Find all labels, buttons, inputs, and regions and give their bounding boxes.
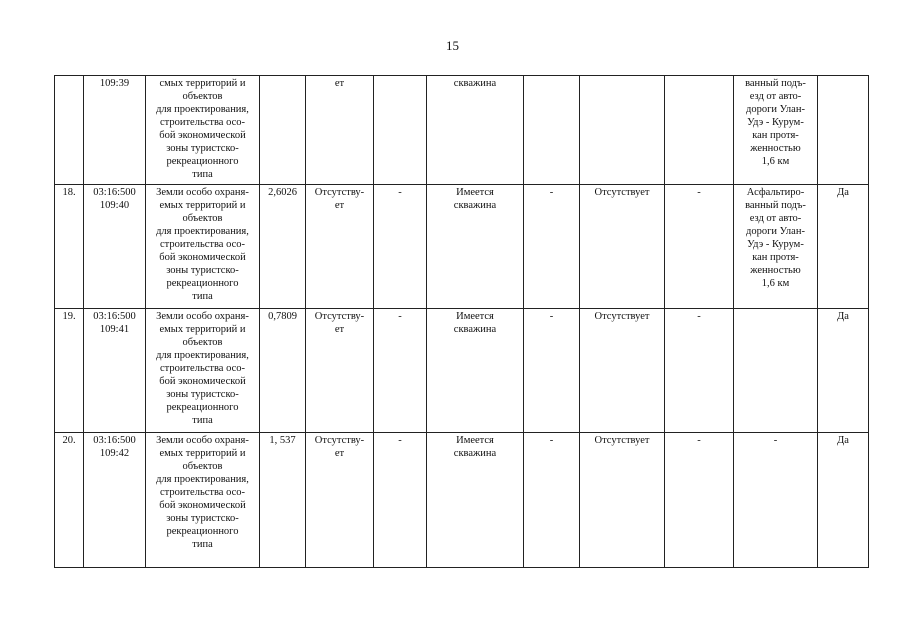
cell-line: зоны туристско- [166,389,239,400]
cell-line: кан протя- [752,130,799,141]
column-7-cell [524,309,580,433]
cell-line: скважина [453,448,497,459]
cell-line: строительства осо- [159,117,246,128]
cell-line: Отсутству- [314,311,365,322]
row-number-cell [55,76,84,185]
cadastral-number-cell [84,309,146,433]
cell-line: 03:16:500 [93,311,136,322]
flag-cell [818,185,869,309]
cell-line: езд от авто- [749,91,802,102]
cell-line: бой экономической [159,252,246,263]
cell-line: типа [192,291,213,302]
land-category-cell [146,433,260,568]
cell-line: Земли особо охраня- [156,435,249,446]
road-access-cell [734,433,818,568]
cell-line: - [398,435,402,446]
table-row [55,433,869,568]
cadastral-number-cell [84,433,146,568]
cell-line: Отсутству- [314,187,365,198]
cell-line: 1, 537 [269,435,296,446]
column-9-cell [665,433,734,568]
column-9-cell [665,185,734,309]
cell-line: Отсутствует [594,435,650,446]
cell-line: 109:40 [99,200,130,211]
electricity-cell [306,185,374,309]
flag-cell [818,433,869,568]
cell-line: емых территорий и [159,200,246,211]
cadastral-number-cell [84,76,146,185]
cell-line: ет [334,324,345,335]
cell-line: объектов [182,337,223,348]
cell-line: 03:16:500 [93,435,136,446]
cell-line: бой экономической [159,500,246,511]
cell-line: кан протя- [752,252,799,263]
cell-line: скважина [453,324,497,335]
cell-line: - [398,187,402,198]
cell-line: для проектирования, [156,104,249,115]
cell-line: - [398,311,402,322]
cell-line: дороги Улан- [746,226,805,237]
road-access-cell [734,309,818,433]
cell-line: дороги Улан- [746,104,805,115]
area-cell [260,309,306,433]
column-5-cell [374,433,427,568]
cell-line: для проектирования, [156,474,249,485]
cell-line: Да [837,435,849,446]
water-supply-cell [427,433,524,568]
cell-line: типа [192,415,213,426]
cell-line: ет [334,448,345,459]
column-5-cell [374,76,427,185]
area-cell [260,433,306,568]
column-9-cell [665,309,734,433]
cell-line: для проектирования, [156,226,249,237]
cell-line: Земли особо охраня- [156,187,249,198]
electricity-cell [306,309,374,433]
cell-line: Земли особо охраня- [156,311,249,322]
row-number-cell [55,309,84,433]
flag-cell [818,76,869,185]
column-5-cell [374,309,427,433]
area-cell [260,185,306,309]
gas-supply-cell [580,433,665,568]
table-row [55,185,869,309]
cell-line: зоны туристско- [166,513,239,524]
cell-line: Удэ - Курум- [747,239,804,250]
page-number: 15 [446,38,459,53]
cell-line: Имеется [456,311,494,322]
cell-line: - [549,311,554,322]
cell-line: 1,6 км [761,156,790,167]
cell-line: Асфальтиро- [746,187,805,198]
cell-line: Имеется [456,187,494,198]
road-access-cell [734,185,818,309]
cell-line: - [549,435,554,446]
cell-line: - [697,311,701,322]
electricity-cell [306,433,374,568]
cell-line: Да [837,187,849,198]
gas-supply-cell [580,309,665,433]
cell-line: - [697,435,701,446]
cell-line: - [549,187,554,198]
cell-line: рекреационного [166,278,239,289]
cadastral-number-cell [84,185,146,309]
cell-line: 109:42 [99,448,130,459]
cell-line: 1,6 км [761,278,790,289]
cell-line: типа [192,169,213,180]
cell-line: объектов [182,213,223,224]
cell-line: бой экономической [159,376,246,387]
cell-line: 109:41 [99,324,130,335]
cell-line: рекреационного [166,156,239,167]
land-category-cell [146,309,260,433]
cell-line: для проектирования, [156,350,249,361]
cell-line: ванный подъ- [745,200,806,211]
cell-line: 19. [62,311,76,322]
cell-line: строительства осо- [159,487,246,498]
cell-line: Удэ - Курум- [747,117,804,128]
flag-cell [818,309,869,433]
column-9-cell [665,76,734,185]
cell-line: рекреационного [166,402,239,413]
cell-line: 20. [62,435,76,446]
cell-line: емых территорий и [159,448,246,459]
cell-line: ет [334,200,345,211]
cell-line: типа [192,539,213,550]
cell-line: 18. [62,187,76,198]
cell-line: женностью [750,143,801,154]
cell-line: зоны туристско- [166,265,239,276]
cell-line: 0,7809 [268,311,297,322]
cell-line: ванный подъ- [745,78,806,89]
water-supply-cell [427,185,524,309]
cell-line: - [697,187,701,198]
electricity-cell [306,76,374,185]
land-category-cell [146,185,260,309]
table-row [55,76,869,185]
cell-line: рекреационного [166,526,239,537]
cell-line: смых территорий и [159,78,246,89]
area-cell [260,76,306,185]
row-number-cell [55,185,84,309]
cell-line: зоны туристско- [166,143,239,154]
cell-line: бой экономической [159,130,246,141]
column-7-cell [524,76,580,185]
cell-line: женностью [750,265,801,276]
cell-line: Отсутству- [314,435,365,446]
cell-line: Да [837,311,849,322]
row-number-cell [55,433,84,568]
land-plots-table [54,75,869,568]
cell-line: скважина [453,78,497,89]
cell-line: емых территорий и [159,324,246,335]
cell-line: езд от авто- [749,213,802,224]
cell-line: строительства осо- [159,363,246,374]
gas-supply-cell [580,185,665,309]
cell-line: объектов [182,91,223,102]
column-7-cell [524,185,580,309]
water-supply-cell [427,309,524,433]
gas-supply-cell [580,76,665,185]
cell-line: 109:39 [99,78,130,89]
cell-line: Отсутствует [594,311,650,322]
cell-line: строительства осо- [159,239,246,250]
cell-line: - [773,435,778,446]
cell-line: объектов [182,461,223,472]
table-row [55,309,869,433]
road-access-cell [734,76,818,185]
column-7-cell [524,433,580,568]
cell-line: 03:16:500 [93,187,136,198]
land-category-cell [146,76,260,185]
cell-line: ет [334,78,345,89]
cell-line: Отсутствует [594,187,650,198]
cell-line: Имеется [456,435,494,446]
cell-line: 2,6026 [268,187,297,198]
column-5-cell [374,185,427,309]
cell-line: скважина [453,200,497,211]
water-supply-cell [427,76,524,185]
